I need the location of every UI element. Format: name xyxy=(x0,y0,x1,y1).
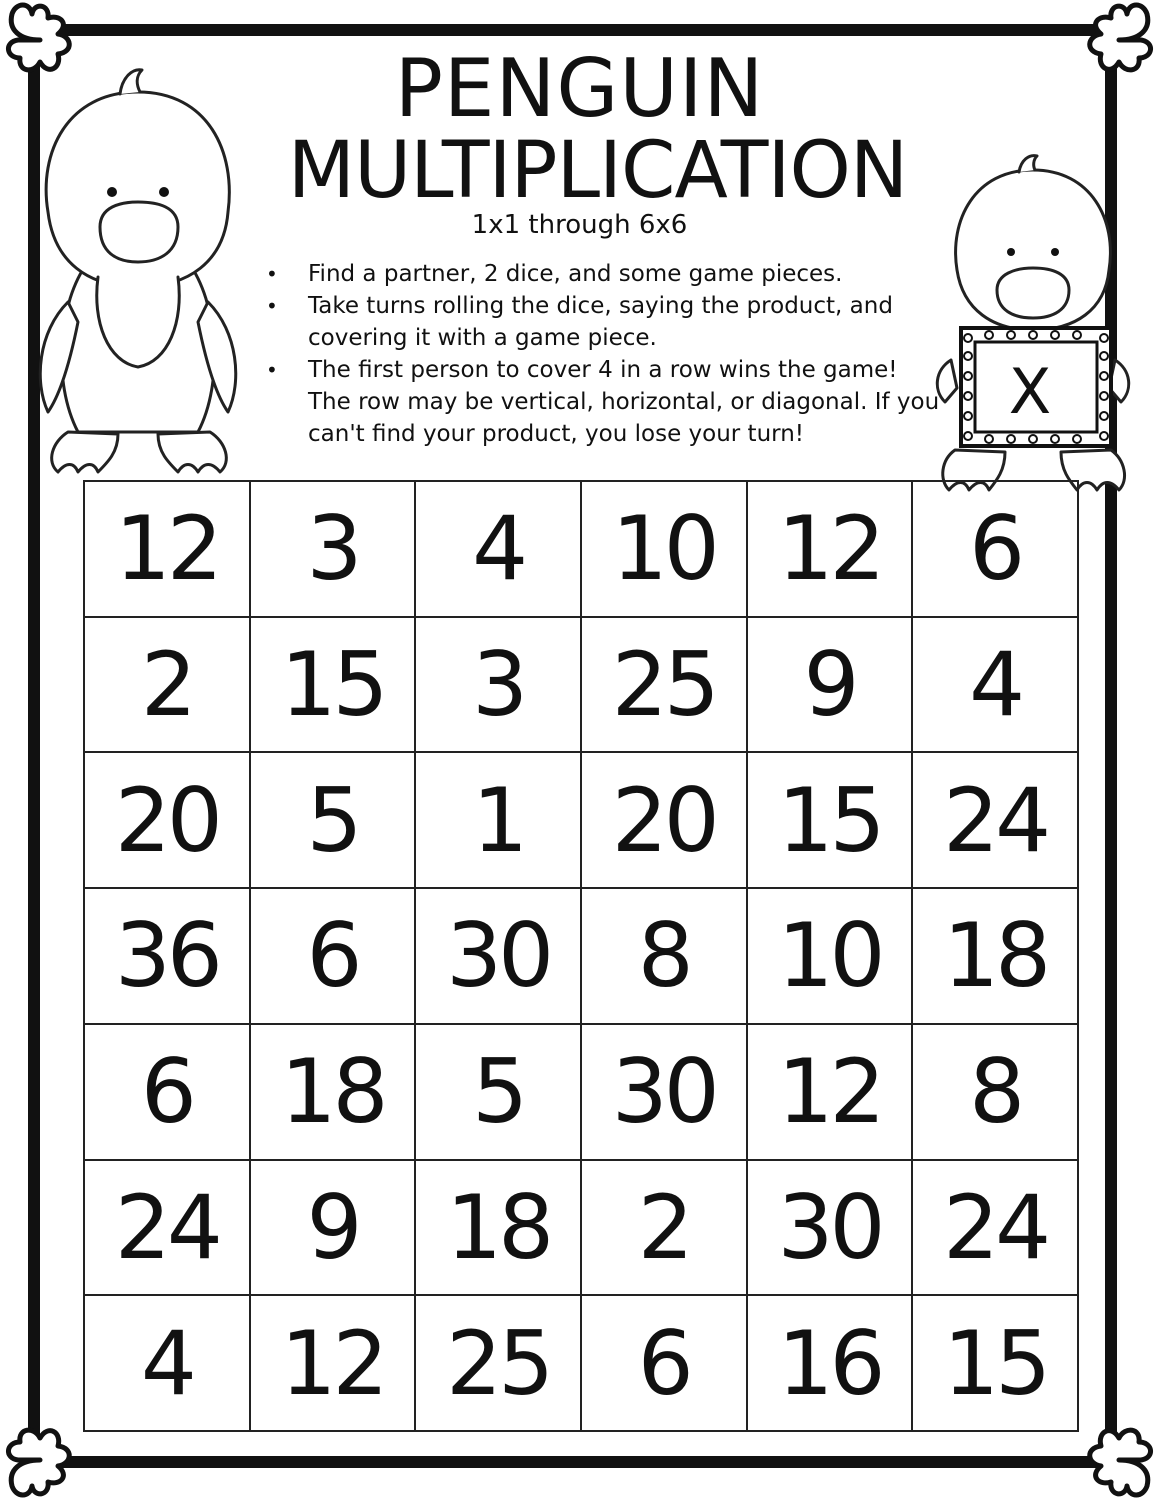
board-cell[interactable]: 18 xyxy=(250,1024,416,1160)
board-cell[interactable]: 4 xyxy=(415,481,581,617)
board-cell[interactable]: 10 xyxy=(747,888,913,1024)
board-cell[interactable]: 2 xyxy=(84,617,250,753)
board-cell[interactable]: 10 xyxy=(581,481,747,617)
rule-item: • Find a partner, 2 dice, and some game pieces. xyxy=(262,258,942,290)
frame-corner-icon xyxy=(0,1410,90,1500)
board-cell[interactable]: 12 xyxy=(250,1295,416,1431)
board-cell[interactable]: 6 xyxy=(84,1024,250,1160)
board-cell[interactable]: 15 xyxy=(747,752,913,888)
board-cell[interactable]: 9 xyxy=(747,617,913,753)
board-cell[interactable]: 9 xyxy=(250,1160,416,1296)
board-cell[interactable]: 16 xyxy=(747,1295,913,1431)
board-cell[interactable]: 4 xyxy=(912,617,1078,753)
rule-item: • The first person to cover 4 in a row wins the game! The row may be vertical, horizontal, or diagonal. If you can't find your product, you lose your turn! xyxy=(262,354,942,450)
sign-symbol: X xyxy=(1008,355,1052,428)
board-cell[interactable]: 12 xyxy=(747,481,913,617)
board-cell[interactable]: 30 xyxy=(581,1024,747,1160)
board-cell[interactable]: 6 xyxy=(250,888,416,1024)
board-row xyxy=(84,1160,1078,1296)
board-cell[interactable]: 8 xyxy=(581,888,747,1024)
board-cell[interactable]: 20 xyxy=(581,752,747,888)
board-cell[interactable]: 5 xyxy=(415,1024,581,1160)
page-title-line1: PENGUIN xyxy=(394,42,765,135)
board-row xyxy=(84,888,1078,1024)
board-cell[interactable]: 18 xyxy=(912,888,1078,1024)
frame-corner-icon xyxy=(1069,1410,1159,1500)
board-cell[interactable]: 24 xyxy=(912,752,1078,888)
board-cell[interactable]: 5 xyxy=(250,752,416,888)
board-row xyxy=(84,1024,1078,1160)
board-row xyxy=(84,752,1078,888)
board-cell[interactable]: 2 xyxy=(581,1160,747,1296)
board-cell[interactable]: 12 xyxy=(747,1024,913,1160)
board-cell[interactable]: 12 xyxy=(84,481,250,617)
board-cell[interactable]: 25 xyxy=(581,617,747,753)
board-row xyxy=(84,617,1078,753)
rule-item: • Take turns rolling the dice, saying the product, and covering it with a game piece. xyxy=(262,290,942,354)
page-subtitle: 1x1 through 6x6 xyxy=(471,210,688,240)
game-board xyxy=(83,480,1079,1432)
board-cell[interactable]: 24 xyxy=(912,1160,1078,1296)
board-cell[interactable]: 15 xyxy=(912,1295,1078,1431)
rules-list xyxy=(262,258,942,450)
board-cell[interactable]: 30 xyxy=(415,888,581,1024)
board-cell[interactable]: 20 xyxy=(84,752,250,888)
board-cell[interactable]: 24 xyxy=(84,1160,250,1296)
board-cell[interactable]: 6 xyxy=(581,1295,747,1431)
board-cell[interactable]: 8 xyxy=(912,1024,1078,1160)
board-cell[interactable]: 15 xyxy=(250,617,416,753)
board-row xyxy=(84,1295,1078,1431)
board-cell[interactable]: 4 xyxy=(84,1295,250,1431)
board-cell[interactable]: 30 xyxy=(747,1160,913,1296)
page-title-line2: MULTIPLICATION xyxy=(287,126,908,216)
board-cell[interactable]: 3 xyxy=(415,617,581,753)
board-cell[interactable]: 25 xyxy=(415,1295,581,1431)
board-cell[interactable]: 3 xyxy=(250,481,416,617)
board-row xyxy=(84,481,1078,617)
board-cell[interactable]: 18 xyxy=(415,1160,581,1296)
board-cell[interactable]: 1 xyxy=(415,752,581,888)
board-cell[interactable]: 6 xyxy=(912,481,1078,617)
board-cell[interactable]: 36 xyxy=(84,888,250,1024)
